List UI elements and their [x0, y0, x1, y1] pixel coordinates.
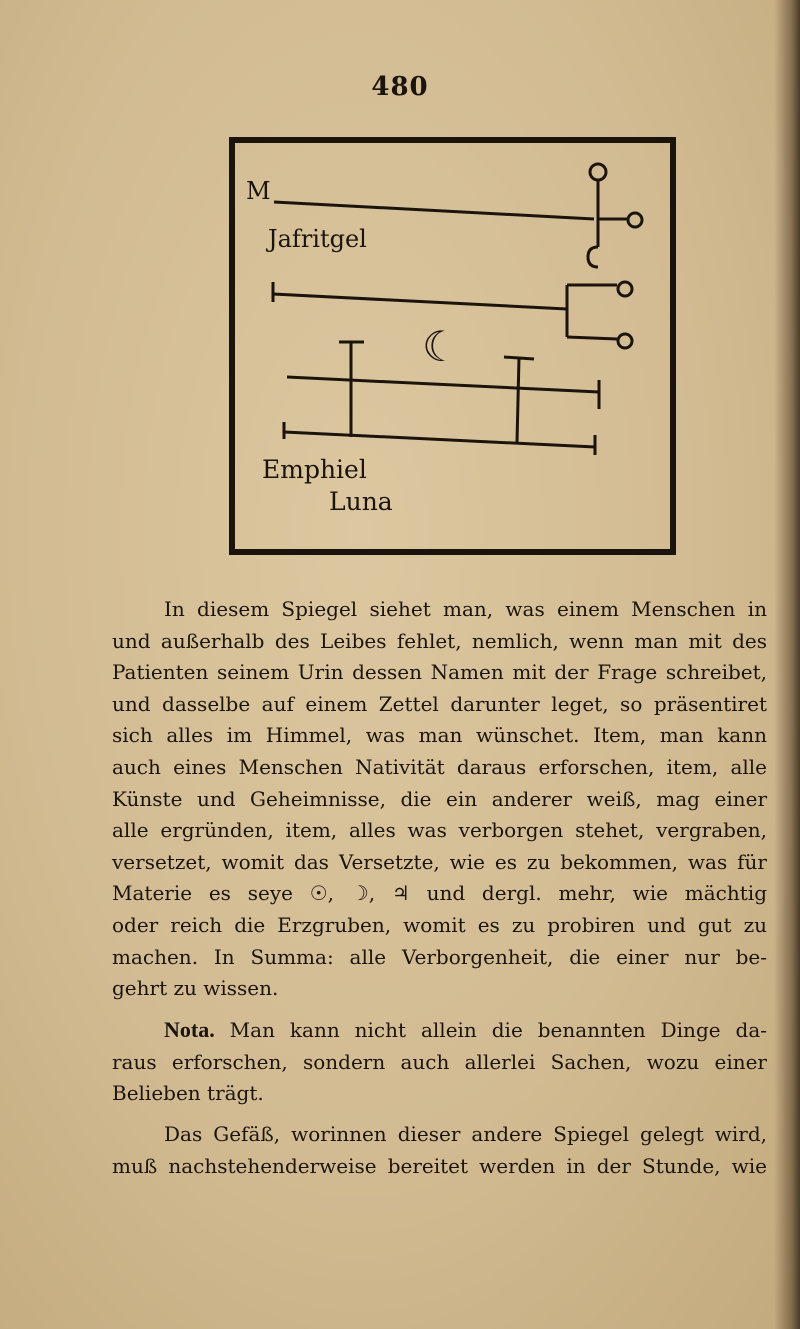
- text-line: auch eines Menschen Nativität daraus erforschen, item, alle: [112, 754, 767, 779]
- text-line: versetzet, womit das Versetzte, wie es zu bekommen, was für: [112, 849, 767, 874]
- text-line: oder reich die Erzgruben, womit es zu probiren und gut zu: [112, 912, 767, 937]
- paragraph-vessel: [112, 1119, 767, 1182]
- paragraph-mirror-description: [112, 594, 767, 1005]
- text-line: Materie es seye ☉, ☽, ♃ und dergl. mehr, wie mächtig: [112, 881, 767, 906]
- seal-circle-right: [628, 213, 642, 227]
- seal-line-top: [274, 202, 594, 219]
- text-line: und außerhalb des Leibes fehlet, nemlich, wenn man mit des: [112, 628, 767, 653]
- text-line: Belieben trägt.: [112, 1081, 264, 1106]
- seal-name-emphiel: Emphiel: [262, 455, 367, 484]
- moon-icon: ☾: [422, 322, 460, 371]
- text-line: und dasselbe auf einem Zettel darunter leget, so präsentiret: [112, 691, 767, 716]
- paragraph-nota: [112, 1014, 767, 1110]
- text-line: [112, 1014, 767, 1047]
- text-line: Künste und Geheimnisse, die ein anderer weiß, mag einer: [112, 786, 767, 811]
- text-line: Das Gefäß, worinnen dieser andere Spiegel gelegt wird,: [164, 1122, 767, 1146]
- text-line: machen. In Summa: alle Verborgenheit, die einer nur be-: [112, 944, 767, 969]
- text-line: muß nachstehenderweise bereitet werden in der Stunde, wie: [112, 1153, 767, 1178]
- seal-line-cross: [287, 377, 599, 392]
- seal-line-bottom: [284, 432, 595, 447]
- page-number: 480: [371, 72, 429, 102]
- seal-circle-top: [590, 164, 606, 180]
- text-line: sich alles im Himmel, was man wünschet. Item, man kann: [112, 723, 767, 748]
- text-line: Patienten seinem Urin dessen Namen mit der Frage schreibet,: [112, 660, 767, 685]
- seal-name-jafritgel: Jafritgel: [268, 225, 367, 253]
- text-line: gehrt zu wissen.: [112, 976, 279, 1001]
- seal-name-luna: Luna: [329, 487, 393, 516]
- seal-letter-m: M: [246, 177, 271, 205]
- page-edge-shadow: [774, 0, 800, 1329]
- nota-text: Man kann nicht allein die benannten Dinge da-: [229, 1018, 768, 1042]
- text-line: alle ergründen, item, alles was verborgen stehet, vergraben,: [112, 818, 767, 843]
- nota-label: Nota.: [164, 1017, 215, 1042]
- seal-line-middle: [273, 294, 567, 309]
- text-line: In diesem Spiegel siehet man, was einem Menschen in: [164, 597, 767, 621]
- text-line: raus erforschen, sondern auch allerlei Sachen, wozu einer: [112, 1049, 767, 1074]
- mirror-seal-diagram: [229, 137, 676, 555]
